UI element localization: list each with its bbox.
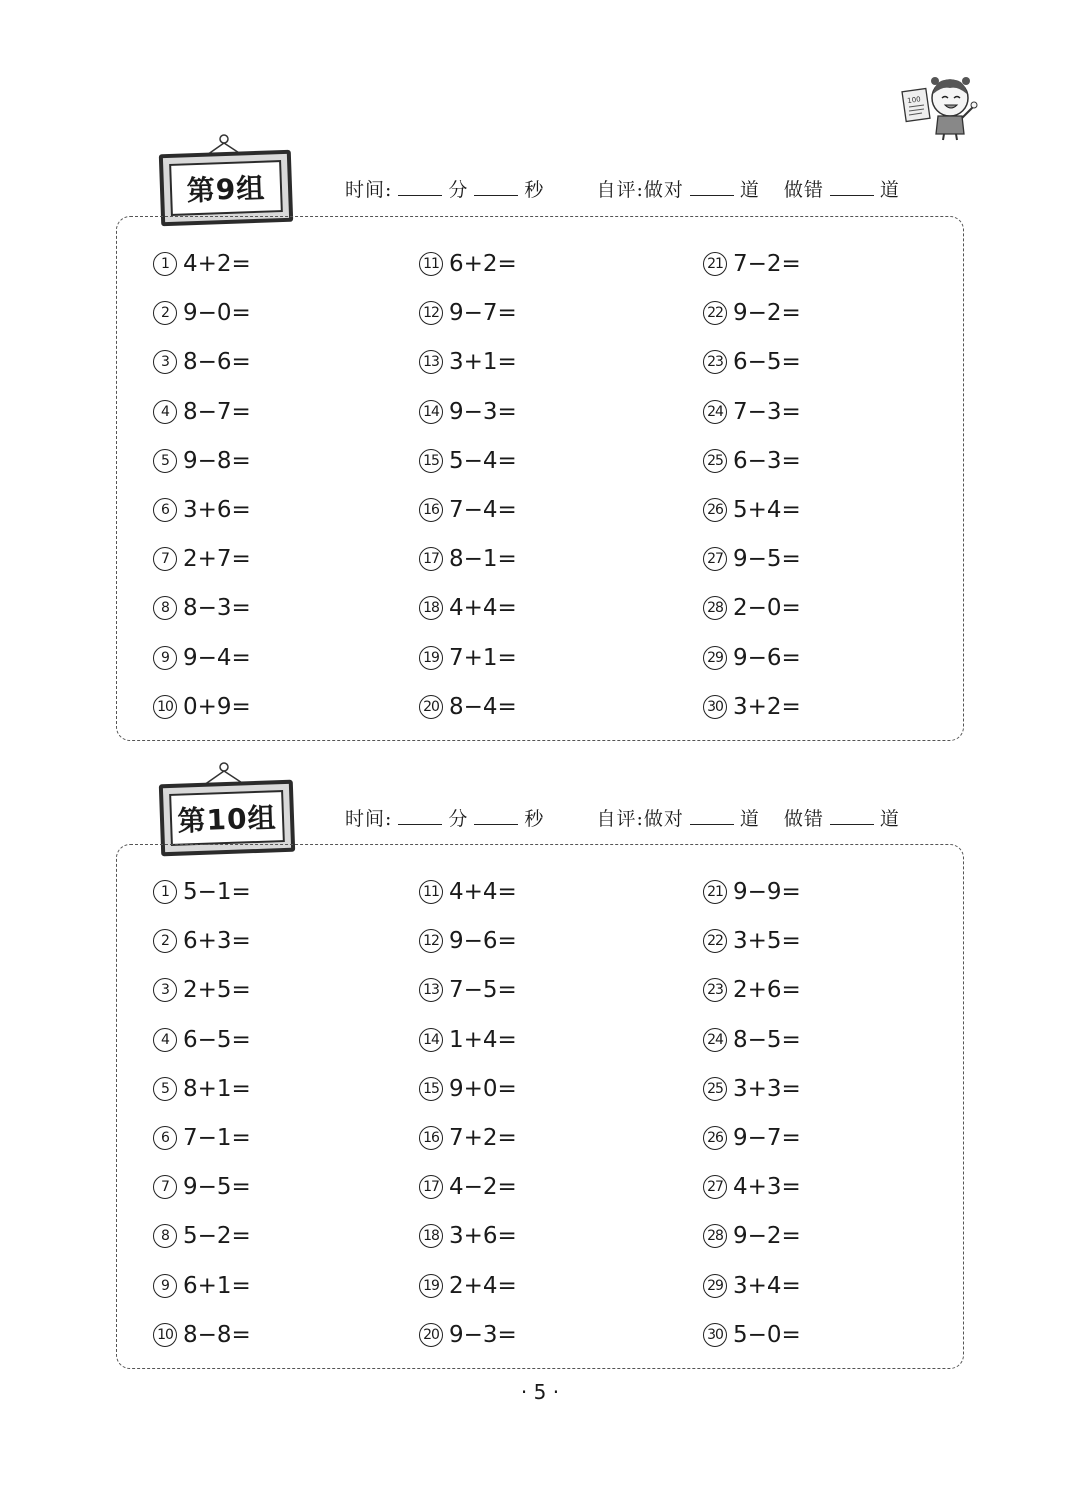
problem-number: 12 [419,301,443,325]
problem-item [703,397,801,427]
problem-item [153,593,251,623]
problem-expression: 7+1= [449,644,517,671]
problem-number: 3 [153,350,177,374]
problem-expression: 3+6= [449,1223,517,1250]
problem-item [153,1172,251,1202]
problem-number: 14 [419,1028,443,1052]
problem-expression: 7−4= [449,497,517,523]
problem-number: 1 [153,880,177,904]
wrong-label: 做错 [783,808,824,830]
group-title: 第9组 [169,160,283,216]
problem-item [153,877,251,907]
problem-expression: 4+4= [449,879,517,905]
problem-number: 18 [419,1224,443,1248]
dao-label: 道 [739,179,760,201]
score-header [345,175,900,202]
problem-item [703,643,801,673]
problem-expression: 9−9= [733,879,801,905]
problem-number: 4 [153,400,177,424]
problem-expression: 8+1= [183,1075,251,1102]
dao-label: 道 [879,808,900,830]
problem-number: 29 [703,1274,727,1298]
problem-item [419,1123,517,1153]
seconds-blank[interactable] [474,823,518,825]
problem-number: 5 [153,1077,177,1101]
problem-item [703,1221,801,1251]
problem-expression: 7+2= [449,1125,517,1151]
problem-expression: 3+3= [733,1075,801,1102]
problem-expression: 4−2= [449,1174,517,1201]
problem-item [703,975,801,1005]
problem-expression: 8−5= [733,1026,801,1053]
problem-expression: 2−0= [733,595,801,622]
problem-item [703,347,801,377]
problem-number: 21 [703,880,727,904]
time-label: 时间: [345,179,393,201]
problem-number: 18 [419,596,443,620]
minute-label: 分 [448,179,469,201]
problem-item [419,1074,517,1104]
problem-number: 2 [153,929,177,953]
problem-item [703,446,801,476]
problem-item [703,249,801,279]
problem-item [419,643,517,673]
minutes-blank[interactable] [398,823,442,825]
problem-item [153,975,251,1005]
minutes-blank[interactable] [398,194,442,196]
problem-box [116,216,964,741]
self-eval-label: 自评:做对 [596,808,684,830]
problem-expression: 6−5= [183,1026,251,1053]
problem-expression: 3+6= [183,497,251,523]
problem-item [419,544,517,574]
problem-number: 3 [153,978,177,1002]
second-label: 秒 [524,808,545,830]
problem-number: 15 [419,449,443,473]
wrong-count-blank[interactable] [830,194,874,196]
problem-number: 10 [153,695,177,719]
problem-number: 2 [153,301,177,325]
problem-item [703,1271,801,1301]
problem-number: 6 [153,1126,177,1150]
problem-expression: 9−2= [733,300,801,327]
problem-expression: 9−3= [449,398,517,425]
problem-item [153,544,251,574]
problem-number: 29 [703,646,727,670]
problem-expression: 6−3= [733,447,801,474]
problem-expression: 8−3= [183,595,251,622]
problem-item [703,1123,801,1153]
problem-item [419,1172,517,1202]
problem-item [419,397,517,427]
problem-expression: 2+4= [449,1272,517,1299]
problem-item [703,1320,801,1350]
problem-item [153,1221,251,1251]
problem-number: 25 [703,449,727,473]
problem-number: 11 [419,880,443,904]
problem-number: 20 [419,1323,443,1347]
problem-expression: 3+4= [733,1272,801,1299]
problem-item [153,643,251,673]
problem-number: 22 [703,301,727,325]
problem-number: 20 [419,695,443,719]
problem-item [153,347,251,377]
problem-expression: 4+3= [733,1174,801,1201]
problem-number: 13 [419,978,443,1002]
problem-item [703,298,801,328]
problem-item [153,692,251,722]
problem-expression: 2+5= [183,977,251,1004]
problem-item [703,1025,801,1055]
problem-item [153,249,251,279]
time-label: 时间: [345,808,393,830]
problem-number: 8 [153,1224,177,1248]
problem-number: 17 [419,547,443,571]
girl-holding-test-paper-icon [900,72,980,142]
problem-number: 27 [703,1175,727,1199]
problem-expression: 6+2= [449,251,517,277]
seconds-blank[interactable] [474,194,518,196]
problem-expression: 3+5= [733,928,801,955]
problem-expression: 5−0= [733,1321,801,1348]
group-title-sign [159,150,293,227]
problem-expression: 2+7= [183,546,251,573]
problem-expression: 5−1= [183,879,251,905]
problem-expression: 8−8= [183,1321,251,1348]
problem-number: 10 [153,1323,177,1347]
problem-number: 14 [419,400,443,424]
problem-item [419,1221,517,1251]
svg-text:100: 100 [906,95,922,106]
problem-number: 21 [703,252,727,276]
problem-item [153,1025,251,1055]
dao-label: 道 [739,808,760,830]
problem-expression: 9−5= [183,1174,251,1201]
problem-item [419,446,517,476]
problem-number: 24 [703,400,727,424]
problem-expression: 9−7= [733,1125,801,1151]
problem-expression: 8−6= [183,349,251,376]
problem-item [419,975,517,1005]
problem-number: 16 [419,1126,443,1150]
problem-expression: 2+6= [733,977,801,1004]
problem-number: 12 [419,929,443,953]
problem-number: 9 [153,646,177,670]
problem-number: 11 [419,252,443,276]
problem-number: 27 [703,547,727,571]
problem-item [419,877,517,907]
problem-item [419,1320,517,1350]
problem-expression: 9−7= [449,300,517,327]
problem-expression: 9−5= [733,546,801,573]
problem-item [419,347,517,377]
problem-item [703,926,801,956]
problem-expression: 9−6= [449,928,517,955]
problem-expression: 1+4= [449,1026,517,1053]
group-title: 第10组 [169,790,285,846]
problem-item [153,926,251,956]
problem-number: 19 [419,1274,443,1298]
problem-expression: 5+4= [733,497,801,523]
problem-number: 15 [419,1077,443,1101]
problem-expression: 8−7= [183,398,251,425]
problem-expression: 4+4= [449,595,517,622]
score-header [345,804,900,831]
problem-expression: 6−5= [733,349,801,376]
problem-number: 24 [703,1028,727,1052]
problem-expression: 7−2= [733,251,801,277]
problem-expression: 9−3= [449,1321,517,1348]
problem-item [703,1172,801,1202]
problem-item [419,249,517,279]
problem-expression: 6+1= [183,1272,251,1299]
problem-expression: 7−1= [183,1125,251,1151]
problem-expression: 9+0= [449,1075,517,1102]
problem-number: 28 [703,1224,727,1248]
problem-item [419,1271,517,1301]
problem-number: 8 [153,596,177,620]
problem-number: 30 [703,1323,727,1347]
problem-number: 26 [703,1126,727,1150]
problem-item [153,495,251,525]
problem-item [703,544,801,574]
problem-item [419,593,517,623]
problem-expression: 9−4= [183,644,251,671]
problem-number: 7 [153,1175,177,1199]
problem-number: 23 [703,350,727,374]
correct-count-blank[interactable] [690,823,734,825]
problem-expression: 6+3= [183,928,251,955]
problem-item [419,1025,517,1055]
problem-item [703,877,801,907]
problem-item [703,593,801,623]
problem-number: 28 [703,596,727,620]
problem-number: 7 [153,547,177,571]
problem-item [419,692,517,722]
problem-item [419,926,517,956]
problem-item [153,397,251,427]
problem-expression: 9−8= [183,447,251,474]
problem-item [153,1271,251,1301]
problem-number: 9 [153,1274,177,1298]
problem-number: 4 [153,1028,177,1052]
problem-expression: 9−2= [733,1223,801,1250]
problem-number: 22 [703,929,727,953]
correct-count-blank[interactable] [690,194,734,196]
problem-expression: 3+2= [733,693,801,720]
page-number: · 5 · [520,1380,560,1404]
problem-expression: 8−4= [449,693,517,720]
problem-item [703,692,801,722]
problem-expression: 5−2= [183,1223,251,1250]
problem-expression: 4+2= [183,251,251,277]
second-label: 秒 [524,179,545,201]
problem-number: 30 [703,695,727,719]
problem-box [116,844,964,1369]
wrong-count-blank[interactable] [830,823,874,825]
problem-expression: 3+1= [449,349,517,376]
self-eval-label: 自评:做对 [596,179,684,201]
problem-expression: 5−4= [449,447,517,474]
problem-item [153,1074,251,1104]
problem-number: 17 [419,1175,443,1199]
problem-item [419,495,517,525]
problem-expression: 9−6= [733,644,801,671]
problem-number: 19 [419,646,443,670]
problem-number: 5 [153,449,177,473]
problem-number: 16 [419,498,443,522]
problem-number: 23 [703,978,727,1002]
problem-expression: 9−0= [183,300,251,327]
problem-expression: 7−3= [733,398,801,425]
problem-number: 1 [153,252,177,276]
problem-item [419,298,517,328]
problem-expression: 8−1= [449,546,517,573]
wrong-label: 做错 [783,179,824,201]
dao-label: 道 [879,179,900,201]
problem-number: 13 [419,350,443,374]
problem-number: 26 [703,498,727,522]
problem-expression: 7−5= [449,977,517,1004]
problem-expression: 0+9= [183,693,251,720]
problem-number: 6 [153,498,177,522]
problem-item [153,1320,251,1350]
problem-number: 25 [703,1077,727,1101]
problem-item [703,495,801,525]
problem-item [153,446,251,476]
problem-item [153,298,251,328]
problem-item [703,1074,801,1104]
problem-item [153,1123,251,1153]
minute-label: 分 [448,808,469,830]
